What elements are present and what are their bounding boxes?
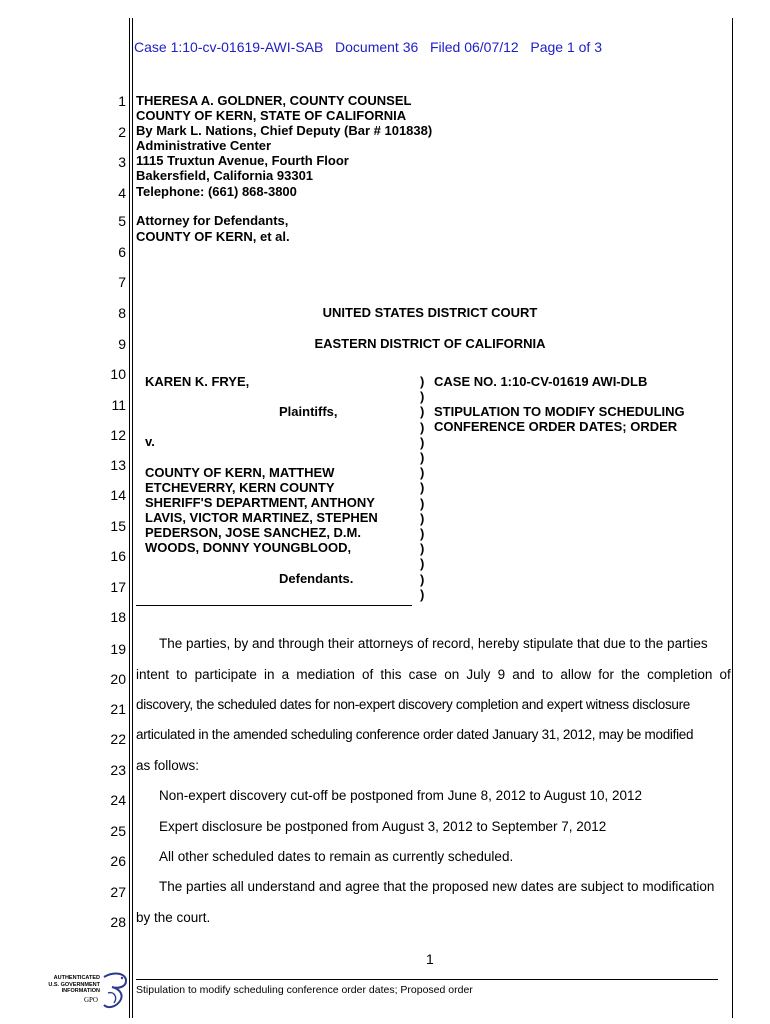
body-paragraph-line: discovery, the scheduled dates for non-expert discovery completion and expert witness disclosure bbox=[136, 697, 691, 712]
line-number: 27 bbox=[110, 884, 126, 900]
body-paragraph-line: The parties, by and through their attorneys of record, hereby stipulate that due to the parties bbox=[159, 636, 708, 651]
stipulation-item: All other scheduled dates to remain as currently scheduled. bbox=[159, 849, 514, 864]
case-number: Case 1:10-cv-01619-AWI-SAB bbox=[134, 39, 324, 55]
defendant-line: COUNTY OF KERN, MATTHEW bbox=[145, 465, 335, 480]
document-title-line: STIPULATION TO MODIFY SCHEDULING bbox=[434, 404, 685, 419]
stipulation-item: Non-expert discovery cut-off be postponed from June 8, 2012 to August 10, 2012 bbox=[159, 788, 643, 803]
line-number: 23 bbox=[110, 762, 126, 778]
gpo-text-line: GPO bbox=[83, 995, 98, 1004]
filed-date: Filed 06/07/12 bbox=[429, 39, 519, 55]
line-number: 9 bbox=[118, 336, 126, 352]
line-number: 14 bbox=[110, 487, 126, 503]
case-number-caption: CASE NO. 1:10-CV-01619 AWI-DLB bbox=[434, 374, 648, 389]
line-number: 12 bbox=[110, 427, 126, 443]
defendants-label: Defendants. bbox=[279, 571, 354, 586]
line-number: 11 bbox=[111, 397, 126, 413]
line-number: 2 bbox=[118, 124, 126, 140]
body-paragraph-line: as follows: bbox=[136, 758, 200, 773]
line-number: 1 bbox=[118, 93, 126, 109]
body-paragraph-line: intent to participate in a mediation of this case on July 9 and to allow for the completion of bbox=[136, 667, 731, 682]
defendant-line: ETCHEVERRY, KERN COUNTY bbox=[145, 480, 335, 495]
line-number: 26 bbox=[110, 853, 126, 869]
left-margin-rule-outer bbox=[129, 18, 130, 1018]
counsel-line: 1115 Truxtun Avenue, Fourth Floor bbox=[136, 153, 349, 168]
line-number: 8 bbox=[118, 305, 126, 321]
line-number: 18 bbox=[110, 609, 126, 625]
gpo-text-line: INFORMATION bbox=[61, 988, 100, 994]
counsel-line: THERESA A. GOLDNER, COUNTY COUNSEL bbox=[136, 93, 412, 108]
body-paragraph-line: by the court. bbox=[136, 910, 211, 925]
gpo-authentication-seal bbox=[30, 971, 128, 1019]
line-number: 10 bbox=[110, 366, 126, 382]
counsel-line: COUNTY OF KERN, STATE OF CALIFORNIA bbox=[136, 108, 407, 123]
line-number: 5 bbox=[118, 213, 126, 229]
line-number: 7 bbox=[118, 274, 126, 290]
line-number: 24 bbox=[110, 792, 126, 808]
line-number: 6 bbox=[118, 244, 126, 260]
document-number: Document 36 bbox=[335, 39, 419, 55]
footer-caption: Stipulation to modify scheduling conference order dates; Proposed order bbox=[136, 984, 473, 996]
page-count: Page 1 of 3 bbox=[530, 39, 602, 55]
line-number: 17 bbox=[110, 579, 126, 595]
defendant-line: PEDERSON, JOSE SANCHEZ, D.M. bbox=[145, 525, 361, 540]
counsel-line: Bakersfield, California 93301 bbox=[136, 168, 314, 183]
attorney-for-line: COUNTY OF KERN, et al. bbox=[136, 229, 290, 244]
caption-rule bbox=[136, 605, 412, 606]
defendant-line: WOODS, DONNY YOUNGBLOOD, bbox=[145, 540, 352, 555]
versus: v. bbox=[145, 434, 155, 449]
line-number: 28 bbox=[110, 914, 126, 930]
counsel-line: By Mark L. Nations, Chief Deputy (Bar # 101838) bbox=[136, 123, 433, 138]
footer-rule bbox=[136, 979, 718, 980]
court-district: EASTERN DISTRICT OF CALIFORNIA bbox=[314, 336, 546, 351]
caption-parentheses: ) ) ) ) ) ) ) ) ) ) ) ) ) ) ) bbox=[420, 374, 425, 602]
line-number: 25 bbox=[110, 823, 126, 839]
counsel-line: Telephone: (661) 868-3800 bbox=[136, 184, 297, 199]
left-margin-rule-inner bbox=[132, 18, 133, 1018]
line-number: 4 bbox=[118, 185, 126, 201]
line-number: 22 bbox=[110, 731, 126, 747]
line-number: 16 bbox=[110, 548, 126, 564]
defendant-line: SHERIFF'S DEPARTMENT, ANTHONY bbox=[145, 495, 375, 510]
line-number: 15 bbox=[110, 518, 126, 534]
right-margin-rule bbox=[732, 18, 733, 1018]
plaintiff-name: KAREN K. FRYE, bbox=[145, 374, 250, 389]
gpo-text-line: U.S. GOVERNMENT bbox=[48, 981, 100, 988]
page-number: 1 bbox=[426, 951, 434, 967]
line-number: 19 bbox=[110, 641, 126, 657]
line-number: 3 bbox=[118, 154, 126, 170]
body-paragraph-line: The parties all understand and agree that the proposed new dates are subject to modification bbox=[159, 879, 715, 894]
gpo-text-line: AUTHENTICATED bbox=[53, 975, 100, 981]
defendant-line: LAVIS, VICTOR MARTINEZ, STEPHEN bbox=[145, 510, 378, 525]
gpo-text-block bbox=[30, 975, 100, 1003]
eagle-icon bbox=[100, 971, 130, 1015]
stipulation-item: Expert disclosure be postponed from August 3, 2012 to September 7, 2012 bbox=[159, 819, 607, 834]
line-number: 13 bbox=[110, 457, 126, 473]
attorney-for-line: Attorney for Defendants, bbox=[136, 213, 289, 228]
case-header bbox=[134, 39, 602, 55]
document-title-line: CONFERENCE ORDER DATES; ORDER bbox=[434, 419, 678, 434]
line-number: 20 bbox=[110, 671, 126, 687]
line-number: 21 bbox=[110, 701, 126, 717]
body-paragraph-line: articulated in the amended scheduling conference order dated January 31, 2012, may be modified bbox=[136, 727, 694, 742]
plaintiffs-label: Plaintiffs, bbox=[279, 404, 338, 419]
counsel-line: Administrative Center bbox=[136, 138, 272, 153]
court-name: UNITED STATES DISTRICT COURT bbox=[322, 305, 538, 320]
